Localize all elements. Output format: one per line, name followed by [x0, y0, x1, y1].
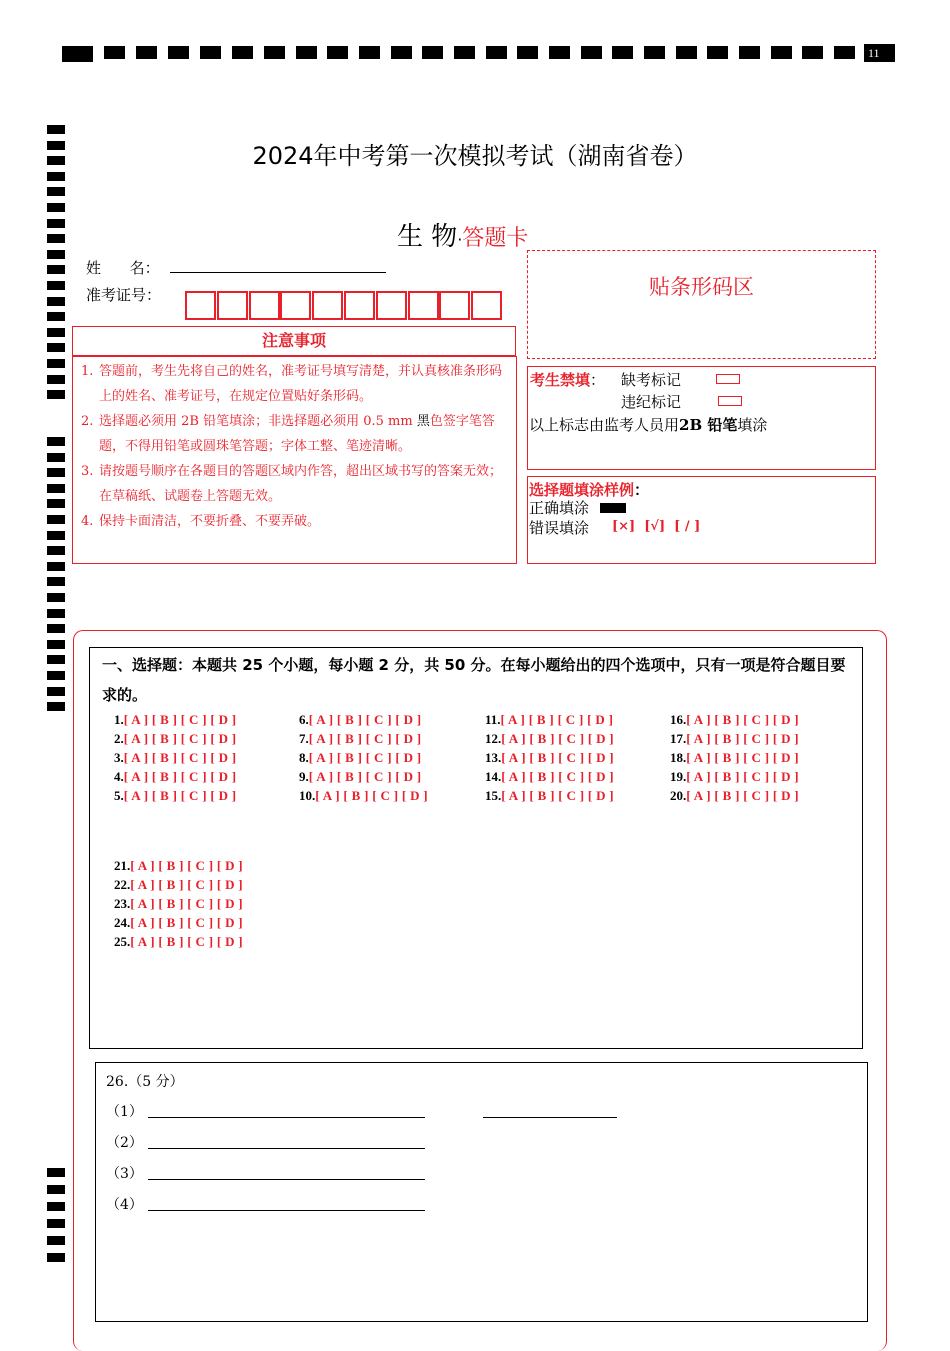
- timing-mark: [47, 359, 65, 368]
- exam-title: 2024年中考第一次模拟考试（湖南省卷）: [252, 142, 698, 170]
- mcq-question[interactable]: [485, 712, 613, 728]
- id-digit-box[interactable]: [439, 291, 470, 320]
- question-number: 19.: [670, 769, 687, 784]
- mcq-question[interactable]: [114, 769, 236, 785]
- id-label: 准考证号：: [86, 286, 162, 304]
- violation-label: 违纪标记: [621, 393, 682, 411]
- wrong-fill-label: 错误填涂: [529, 519, 590, 537]
- timing-mark: [47, 203, 65, 212]
- timing-mark: [802, 46, 823, 59]
- barcode-area: [527, 250, 876, 359]
- question-number: 12.: [485, 731, 502, 746]
- mcq-question[interactable]: [485, 769, 614, 785]
- answer-options[interactable]: [ A ] [ B ] [ C ] [ D ]: [130, 915, 243, 930]
- id-digit-box[interactable]: [217, 291, 248, 320]
- id-digit-box[interactable]: [471, 291, 502, 320]
- mcq-question[interactable]: [299, 769, 421, 785]
- mcq-question[interactable]: [114, 712, 236, 728]
- timing-mark: [47, 1185, 65, 1194]
- timing-mark: [834, 46, 855, 59]
- correct-fill-label: 正确填涂: [529, 499, 590, 517]
- notice-item: 4. 保持卡面清洁，不要折叠、不要弄破。: [81, 514, 321, 529]
- question-number: 15.: [485, 788, 502, 803]
- timing-mark: [296, 46, 317, 59]
- timing-mark: [581, 46, 602, 59]
- timing-mark: [47, 593, 65, 602]
- timing-mark: [47, 265, 65, 274]
- mcq-question[interactable]: [485, 750, 614, 766]
- question-number: 11.: [485, 712, 501, 727]
- mcq-question[interactable]: [114, 750, 236, 766]
- answer-options[interactable]: [ A ] [ B ] [ C ] [ D ]: [686, 769, 799, 784]
- q26-box: [95, 1062, 868, 1322]
- subject-title: [397, 216, 528, 253]
- question-number: 4.: [114, 769, 124, 784]
- q26-answer-line[interactable]: [148, 1117, 425, 1118]
- name-field[interactable]: [170, 272, 386, 273]
- timing-mark: [739, 46, 760, 59]
- timing-mark: [47, 297, 65, 306]
- mcq-question[interactable]: [485, 731, 614, 747]
- top-timing-bar: [62, 44, 896, 62]
- timing-mark: [454, 46, 475, 59]
- timing-mark: [136, 46, 157, 59]
- answer-options[interactable]: [ A ] [ B ] [ C ] [ D ]: [308, 750, 422, 765]
- timing-mark: [47, 281, 65, 290]
- answer-options[interactable]: [ A ] [ B ] [ C ] [ D ]: [308, 731, 422, 746]
- mcq-question[interactable]: [670, 788, 799, 804]
- timing-mark: [422, 46, 443, 59]
- timing-mark: [47, 437, 65, 446]
- timing-mark: [644, 46, 665, 59]
- timing-mark: [486, 46, 507, 59]
- answer-options[interactable]: [ A ] [ B ] [ C ] [ D ]: [501, 731, 614, 746]
- mcq-question[interactable]: [670, 712, 799, 728]
- timing-mark: [232, 46, 253, 59]
- answer-options[interactable]: [ A ] [ B ] [ C ] [ D ]: [123, 750, 237, 765]
- timing-mark: [264, 46, 285, 59]
- question-number: 5.: [114, 788, 124, 803]
- question-number: 17.: [670, 731, 687, 746]
- timing-mark: [47, 234, 65, 243]
- mcq-question[interactable]: [485, 788, 614, 804]
- timing-mark: [359, 46, 380, 59]
- timing-mark: [47, 343, 65, 352]
- timing-mark: [47, 312, 65, 321]
- q26-answer-line[interactable]: [148, 1148, 425, 1149]
- question-number: 22.: [114, 877, 131, 892]
- question-number: 25.: [114, 934, 131, 949]
- mcq-question[interactable]: [299, 750, 421, 766]
- timing-mark: [47, 328, 65, 337]
- mcq-question[interactable]: [670, 769, 799, 785]
- question-number: 14.: [485, 769, 502, 784]
- answer-options[interactable]: [ A ] [ B ] [ C ] [ D ]: [500, 712, 614, 727]
- timing-mark: [47, 687, 65, 696]
- q26-part-label: （2）: [106, 1135, 143, 1151]
- question-number: 24.: [114, 915, 131, 930]
- absent-mark-box[interactable]: [716, 374, 740, 384]
- answer-options[interactable]: [ A ] [ B ] [ C ] [ D ]: [130, 934, 243, 949]
- timing-mark: [707, 46, 728, 59]
- q26-answer-line[interactable]: [483, 1117, 617, 1118]
- mcq-question[interactable]: [299, 788, 428, 804]
- answer-options[interactable]: [ A ] [ B ] [ C ] [ D ]: [123, 788, 237, 803]
- question-number: 16.: [670, 712, 687, 727]
- mcq-question[interactable]: [114, 934, 243, 950]
- id-digit-box[interactable]: [344, 291, 375, 320]
- timing-mark: [47, 1236, 65, 1245]
- answer-options[interactable]: [ A ] [ B ] [ C ] [ D ]: [123, 731, 237, 746]
- notice-box: [72, 356, 517, 564]
- question-number: 1.: [114, 712, 124, 727]
- answer-card-label: 答题卡: [462, 226, 529, 251]
- q26-title: 26.（5 分）: [106, 1074, 184, 1090]
- answer-options[interactable]: [ A ] [ B ] [ C ] [ D ]: [130, 858, 243, 873]
- timing-mark: [47, 515, 65, 524]
- wrong-fill-samples: [×] [√] [ / ]: [612, 519, 701, 534]
- timing-mark: [612, 46, 633, 59]
- mcq-question[interactable]: [670, 750, 799, 766]
- answer-options[interactable]: [ A ] [ B ] [ C ] [ D ]: [686, 712, 799, 727]
- timing-mark: [517, 46, 538, 59]
- timing-mark: [47, 609, 65, 618]
- timing-mark: [47, 390, 65, 399]
- mcq-question[interactable]: [114, 877, 243, 893]
- timing-mark: [47, 640, 65, 649]
- subject-separator: ·: [457, 230, 463, 249]
- forbid-title: 考生禁填：: [530, 371, 606, 389]
- notice-item: 1. 答题前，考生先将自己的姓名，准考证号填写清楚，并认真核准条形码上的姓名、准考证号，在规定位置贴好条形码。: [81, 364, 503, 404]
- timing-mark: [676, 46, 697, 59]
- timing-mark: [104, 46, 125, 59]
- id-digit-box[interactable]: [408, 291, 439, 320]
- q26-part-label: （1）: [106, 1104, 143, 1120]
- answer-options[interactable]: [ A ] [ B ] [ C ] [ D ]: [123, 712, 237, 727]
- timing-mark: [47, 187, 65, 196]
- timing-mark: [47, 1253, 65, 1262]
- mcq-question[interactable]: [299, 712, 421, 728]
- answer-options[interactable]: [ A ] [ B ] [ C ] [ D ]: [130, 877, 243, 892]
- question-number: 18.: [670, 750, 687, 765]
- q26-part-label: （4）: [106, 1197, 143, 1213]
- mcq-question[interactable]: [114, 896, 243, 912]
- timing-mark: [391, 46, 412, 59]
- question-number: 9.: [299, 769, 309, 784]
- q26-answer-line[interactable]: [148, 1210, 425, 1211]
- question-number: 7.: [299, 731, 309, 746]
- answer-options[interactable]: [ A ] [ B ] [ C ] [ D ]: [315, 788, 428, 803]
- answer-options[interactable]: [ A ] [ B ] [ C ] [ D ]: [501, 769, 614, 784]
- mcq-question[interactable]: [114, 731, 236, 747]
- page-number: 11: [864, 44, 895, 62]
- notice-item: 2. 选择题必须用 2B 铅笔填涂；非选择题必须用 0.5 mm 黑色签字笔答题，不得用铅笔或圆珠笔答题；字体工整、笔迹清晰。: [81, 414, 495, 454]
- timing-mark: [168, 46, 189, 59]
- subject-name: 生 物: [397, 222, 458, 252]
- timing-mark: [47, 468, 65, 477]
- question-number: 6.: [299, 712, 309, 727]
- sample-title: 选择题填涂样例：: [529, 481, 650, 499]
- answer-options[interactable]: [ A ] [ B ] [ C ] [ D ]: [501, 788, 614, 803]
- answer-options[interactable]: [ A ] [ B ] [ C ] [ D ]: [130, 896, 243, 911]
- question-number: 13.: [485, 750, 502, 765]
- timing-mark: [47, 702, 65, 711]
- mcq-question[interactable]: [114, 858, 243, 874]
- question-number: 23.: [114, 896, 131, 911]
- id-digit-box[interactable]: [376, 291, 407, 320]
- mcq-question[interactable]: [114, 915, 243, 931]
- answer-options[interactable]: [ A ] [ B ] [ C ] [ D ]: [308, 769, 422, 784]
- id-digit-box[interactable]: [249, 291, 280, 320]
- timing-mark: [47, 1219, 65, 1228]
- timing-mark: [47, 577, 65, 586]
- answer-options[interactable]: [ A ] [ B ] [ C ] [ D ]: [308, 712, 422, 727]
- timing-mark: [47, 499, 65, 508]
- timing-mark: [47, 484, 65, 493]
- forbid-note: 以上标志由监考人员用2B 铅笔填涂: [529, 416, 768, 434]
- timing-mark: [771, 46, 792, 59]
- timing-mark: [47, 562, 65, 571]
- question-number: 2.: [114, 731, 124, 746]
- notice-title: 注意事项: [72, 326, 516, 356]
- mcq-question[interactable]: [670, 731, 799, 747]
- id-digit-box[interactable]: [280, 291, 311, 320]
- timing-mark: [47, 172, 65, 181]
- timing-mark: [47, 624, 65, 633]
- question-number: 21.: [114, 858, 131, 873]
- timing-mark: [327, 46, 348, 59]
- answer-options[interactable]: [ A ] [ B ] [ C ] [ D ]: [686, 750, 799, 765]
- question-number: 20.: [670, 788, 687, 803]
- mcq-question[interactable]: [114, 788, 236, 804]
- answer-options[interactable]: [ A ] [ B ] [ C ] [ D ]: [501, 750, 614, 765]
- mcq-question[interactable]: [299, 731, 421, 747]
- correct-fill-sample: [600, 503, 626, 513]
- timing-mark: [47, 1168, 65, 1177]
- timing-mark: [47, 125, 65, 134]
- timing-mark: [549, 46, 570, 59]
- name-label: 姓 名：: [86, 259, 160, 277]
- q26-part-label: （3）: [106, 1166, 143, 1182]
- timing-mark: [47, 655, 65, 664]
- question-number: 3.: [114, 750, 124, 765]
- barcode-label: 贴条形码区: [649, 275, 754, 299]
- violation-mark-box[interactable]: [718, 396, 742, 406]
- answer-options[interactable]: [ A ] [ B ] [ C ] [ D ]: [686, 788, 799, 803]
- timing-mark: [47, 219, 65, 228]
- timing-mark: [47, 671, 65, 680]
- answer-options[interactable]: [ A ] [ B ] [ C ] [ D ]: [123, 769, 237, 784]
- timing-mark: [47, 375, 65, 384]
- absent-label: 缺考标记: [621, 371, 682, 389]
- timing-mark: [47, 1202, 65, 1211]
- timing-mark: [47, 250, 65, 259]
- question-number: 8.: [299, 750, 309, 765]
- timing-mark: [47, 546, 65, 555]
- question-number: 10.: [299, 788, 316, 803]
- q26-answer-line[interactable]: [148, 1179, 425, 1180]
- notice-item: 3. 请按题号顺序在各题目的答题区域内作答，超出区域书写的答案无效；在草稿纸、试题卷上答题无效。: [81, 464, 503, 504]
- timing-mark: [200, 46, 221, 59]
- id-digit-box[interactable]: [185, 291, 216, 320]
- id-digit-box[interactable]: [312, 291, 343, 320]
- mcq-heading: 一、选择题：本题共 25 个小题，每小题 2 分，共 50 分。在每小题给出的四个选项中，只有一项是符合题目要求的。: [102, 656, 846, 704]
- answer-options[interactable]: [ A ] [ B ] [ C ] [ D ]: [686, 731, 799, 746]
- timing-mark: [47, 453, 65, 462]
- timing-mark: [47, 531, 65, 540]
- timing-mark: [62, 46, 93, 62]
